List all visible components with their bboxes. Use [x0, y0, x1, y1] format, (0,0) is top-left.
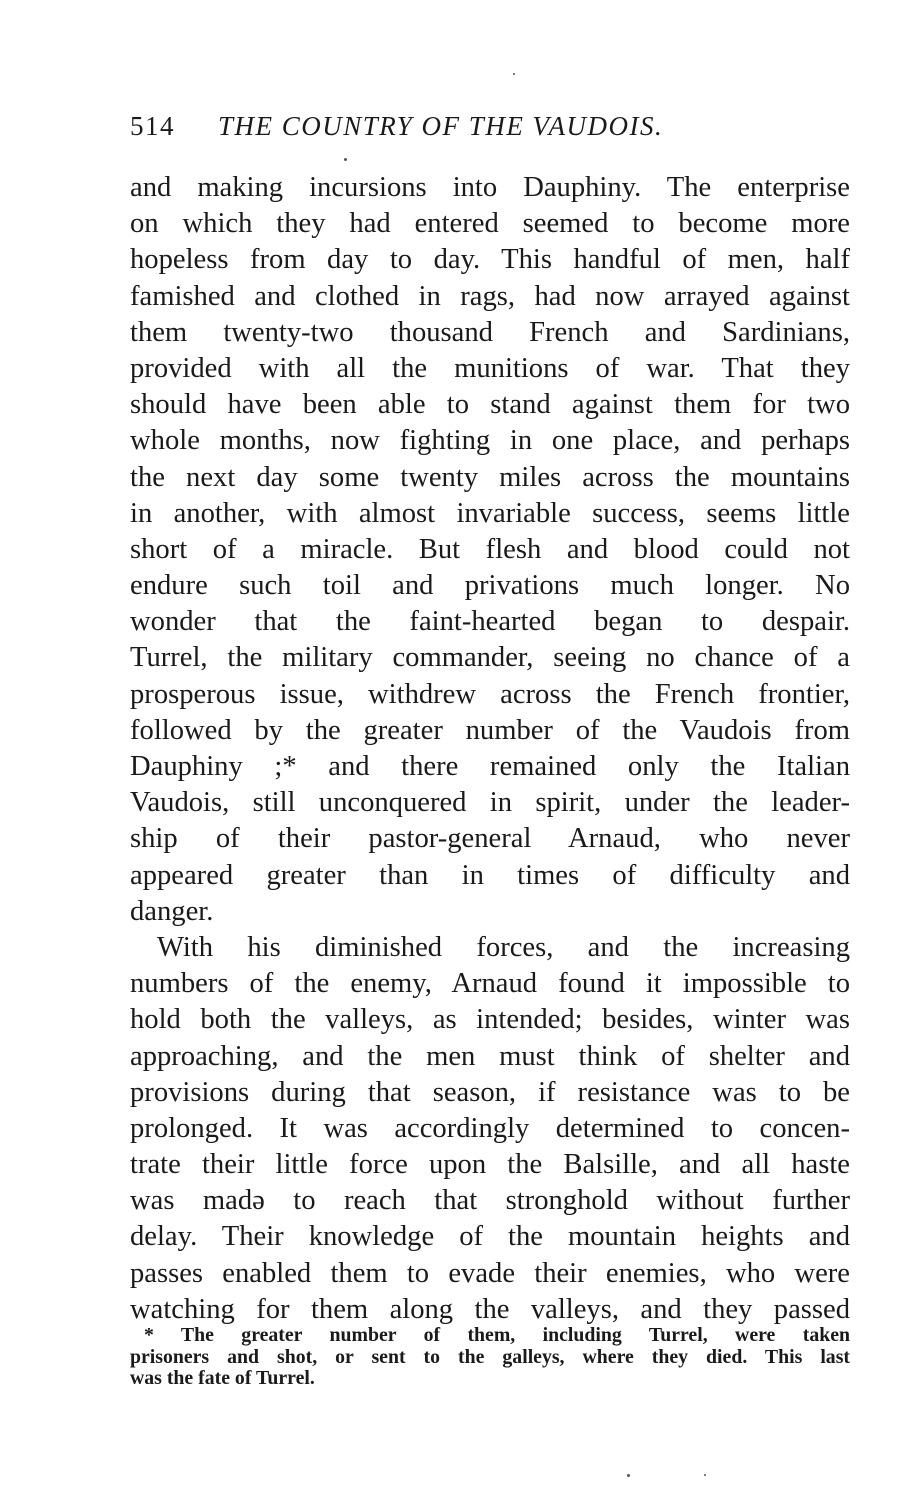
text-line: hopeless from day to day. This handful of men, half — [130, 244, 850, 276]
print-speck — [513, 73, 515, 75]
text-line: delay. Their knowledge of the mountain heights and — [130, 1221, 850, 1253]
text-line: the next day some twenty miles across the mountains — [130, 461, 850, 493]
text-line: whole months, now fighting in one place, and perhaps — [130, 425, 850, 457]
text-line: provided with all the munitions of war. That they — [130, 352, 850, 384]
text-line: Turrel, the military commander, seeing no chance of a — [130, 642, 850, 674]
text-line: Dauphiny ;* and there remained only the Italian — [130, 751, 850, 782]
text-line: endure such toil and privations much longer. No — [130, 570, 850, 602]
paragraph-1 — [130, 170, 850, 930]
paragraph-2 — [130, 930, 850, 1328]
footnote-line: was the fate of Turrel. — [130, 1367, 315, 1390]
body-text — [130, 170, 850, 1328]
print-speck — [344, 158, 347, 161]
text-line: on which they had entered seemed to become more — [130, 208, 850, 240]
text-line: famished and clothed in rags, had now arrayed against — [130, 280, 850, 312]
text-line: them twenty-two thousand French and Sardinians, — [130, 316, 850, 348]
page-number: 514 — [130, 111, 175, 141]
text-line: wonder that the faint-hearted began to despair. — [130, 606, 850, 638]
text-line: in another, with almost invariable success, seems little — [130, 497, 850, 529]
running-title: THE COUNTRY OF THE VAUDOIS. — [218, 111, 664, 141]
text-line: provisions during that season, if resistance was to be — [130, 1076, 850, 1108]
page-header — [130, 111, 850, 151]
text-line: should have been able to stand against them for two — [130, 389, 850, 421]
text-line: and making incursions into Dauphiny. The enterprise — [130, 172, 850, 203]
text-line: With his diminished forces, and the increasing — [157, 931, 850, 963]
text-line: followed by the greater number of the Vaudois from — [130, 714, 850, 746]
text-line: appeared greater than in times of difficulty and — [130, 859, 850, 891]
text-line: ship of their pastor-general Arnaud, who never — [130, 823, 850, 855]
text-line: short of a miracle. But flesh and blood could not — [130, 533, 850, 565]
footnote — [130, 1325, 850, 1390]
text-line: was madə to reach that stronghold without further — [130, 1185, 850, 1217]
text-line: hold both the valleys, as intended; besides, winter was — [130, 1004, 850, 1036]
text-line: prosperous issue, withdrew across the French frontier, — [130, 678, 850, 710]
print-speck — [627, 1474, 630, 1477]
text-line: passes enabled them to evade their enemies, who were — [130, 1257, 850, 1289]
print-speck — [704, 1474, 706, 1476]
text-line: prolonged. It was accordingly determined to concen- — [130, 1112, 850, 1144]
text-line: approaching, and the men must think of shelter and — [130, 1040, 850, 1072]
text-line: numbers of the enemy, Arnaud found it impossible to — [130, 968, 850, 1000]
footnote-line: prisoners and shot, or sent to the galleys, where they died. This last — [130, 1345, 850, 1368]
text-line: watching for them along the valleys, and they passed — [130, 1293, 850, 1325]
text-line: Vaudois, still unconquered in spirit, under the leader- — [130, 787, 850, 819]
text-line: danger. — [130, 895, 214, 927]
text-line: trate their little force upon the Balsille, and all haste — [130, 1149, 850, 1181]
footnote-line: * The greater number of them, including Turrel, were taken — [144, 1324, 850, 1346]
